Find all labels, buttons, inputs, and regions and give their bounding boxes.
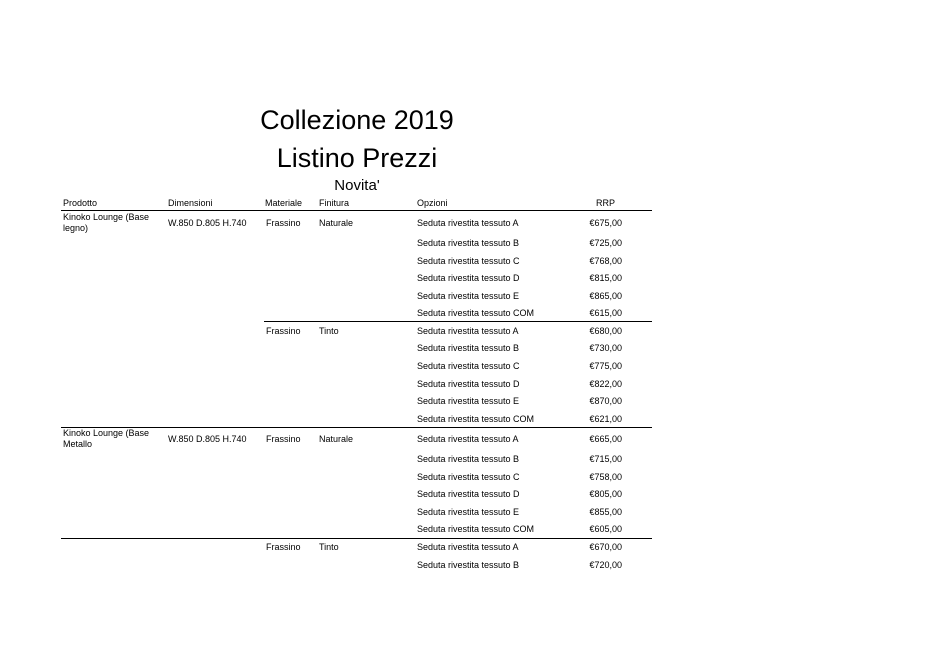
price-cell: €715,00 xyxy=(589,454,622,464)
option-cell: Seduta rivestita tessuto B xyxy=(417,343,520,353)
page-subtitle: Listino Prezzi xyxy=(276,143,438,173)
product-name: Kinoko Lounge (Base legno) xyxy=(63,212,150,233)
option-cell: Seduta rivestita tessuto B xyxy=(417,560,520,570)
option-cell: Seduta rivestita tessuto D xyxy=(417,489,520,499)
row-divider xyxy=(61,538,652,539)
header-rrp: RRP xyxy=(596,198,616,208)
header-materiale: Materiale xyxy=(265,198,303,208)
price-cell: €865,00 xyxy=(589,291,622,301)
product-dimensions: W.850 D.805 H.740 xyxy=(168,434,247,444)
price-cell: €725,00 xyxy=(589,238,622,248)
material-cell: Frassino xyxy=(266,218,301,228)
option-cell: Seduta rivestita tessuto B xyxy=(417,454,520,464)
header-rule xyxy=(61,210,652,211)
option-cell: Seduta rivestita tessuto A xyxy=(417,326,519,336)
product-name: Kinoko Lounge (Base Metallo xyxy=(63,428,150,449)
finish-cell: Naturale xyxy=(319,434,354,444)
price-cell: €680,00 xyxy=(589,326,622,336)
header-prodotto: Prodotto xyxy=(63,198,98,208)
option-cell: Seduta rivestita tessuto D xyxy=(417,273,520,283)
option-cell: Seduta rivestita tessuto COM xyxy=(417,308,535,318)
option-cell: Seduta rivestita tessuto A xyxy=(417,218,519,228)
price-cell: €855,00 xyxy=(589,507,622,517)
price-cell: €665,00 xyxy=(589,434,622,444)
price-cell: €775,00 xyxy=(589,361,622,371)
section-title: Novita' xyxy=(334,177,380,194)
material-cell: Frassino xyxy=(266,434,301,444)
option-cell: Seduta rivestita tessuto C xyxy=(417,472,520,482)
price-cell: €605,00 xyxy=(589,524,622,534)
option-cell: Seduta rivestita tessuto A xyxy=(417,434,519,444)
header-dimensioni: Dimensioni xyxy=(168,198,213,208)
page-title: Collezione 2019 xyxy=(260,105,454,135)
price-cell: €670,00 xyxy=(589,542,622,552)
price-cell: €621,00 xyxy=(589,414,622,424)
header-opzioni: Opzioni xyxy=(417,198,448,208)
option-cell: Seduta rivestita tessuto B xyxy=(417,238,520,248)
price-cell: €675,00 xyxy=(589,218,622,228)
price-cell: €758,00 xyxy=(589,472,622,482)
header-finitura: Finitura xyxy=(319,198,350,208)
option-cell: Seduta rivestita tessuto A xyxy=(417,542,519,552)
price-cell: €870,00 xyxy=(589,396,622,406)
price-cell: €720,00 xyxy=(589,560,622,570)
finish-cell: Tinto xyxy=(319,542,339,552)
price-cell: €815,00 xyxy=(589,273,622,283)
material-cell: Frassino xyxy=(266,326,301,336)
price-cell: €805,00 xyxy=(589,489,622,499)
price-cell: €730,00 xyxy=(589,343,622,353)
option-cell: Seduta rivestita tessuto E xyxy=(417,507,520,517)
product-dimensions: W.850 D.805 H.740 xyxy=(168,218,247,228)
price-cell: €822,00 xyxy=(589,379,622,389)
price-cell: €768,00 xyxy=(589,256,622,266)
option-cell: Seduta rivestita tessuto C xyxy=(417,361,520,371)
material-cell: Frassino xyxy=(266,542,301,552)
option-cell: Seduta rivestita tessuto E xyxy=(417,396,520,406)
group-divider xyxy=(264,321,652,322)
option-cell: Seduta rivestita tessuto COM xyxy=(417,414,535,424)
finish-cell: Naturale xyxy=(319,218,354,228)
option-cell: Seduta rivestita tessuto D xyxy=(417,379,520,389)
price-cell: €615,00 xyxy=(589,308,622,318)
option-cell: Seduta rivestita tessuto COM xyxy=(417,524,535,534)
option-cell: Seduta rivestita tessuto E xyxy=(417,291,520,301)
option-cell: Seduta rivestita tessuto C xyxy=(417,256,520,266)
finish-cell: Tinto xyxy=(319,326,339,336)
